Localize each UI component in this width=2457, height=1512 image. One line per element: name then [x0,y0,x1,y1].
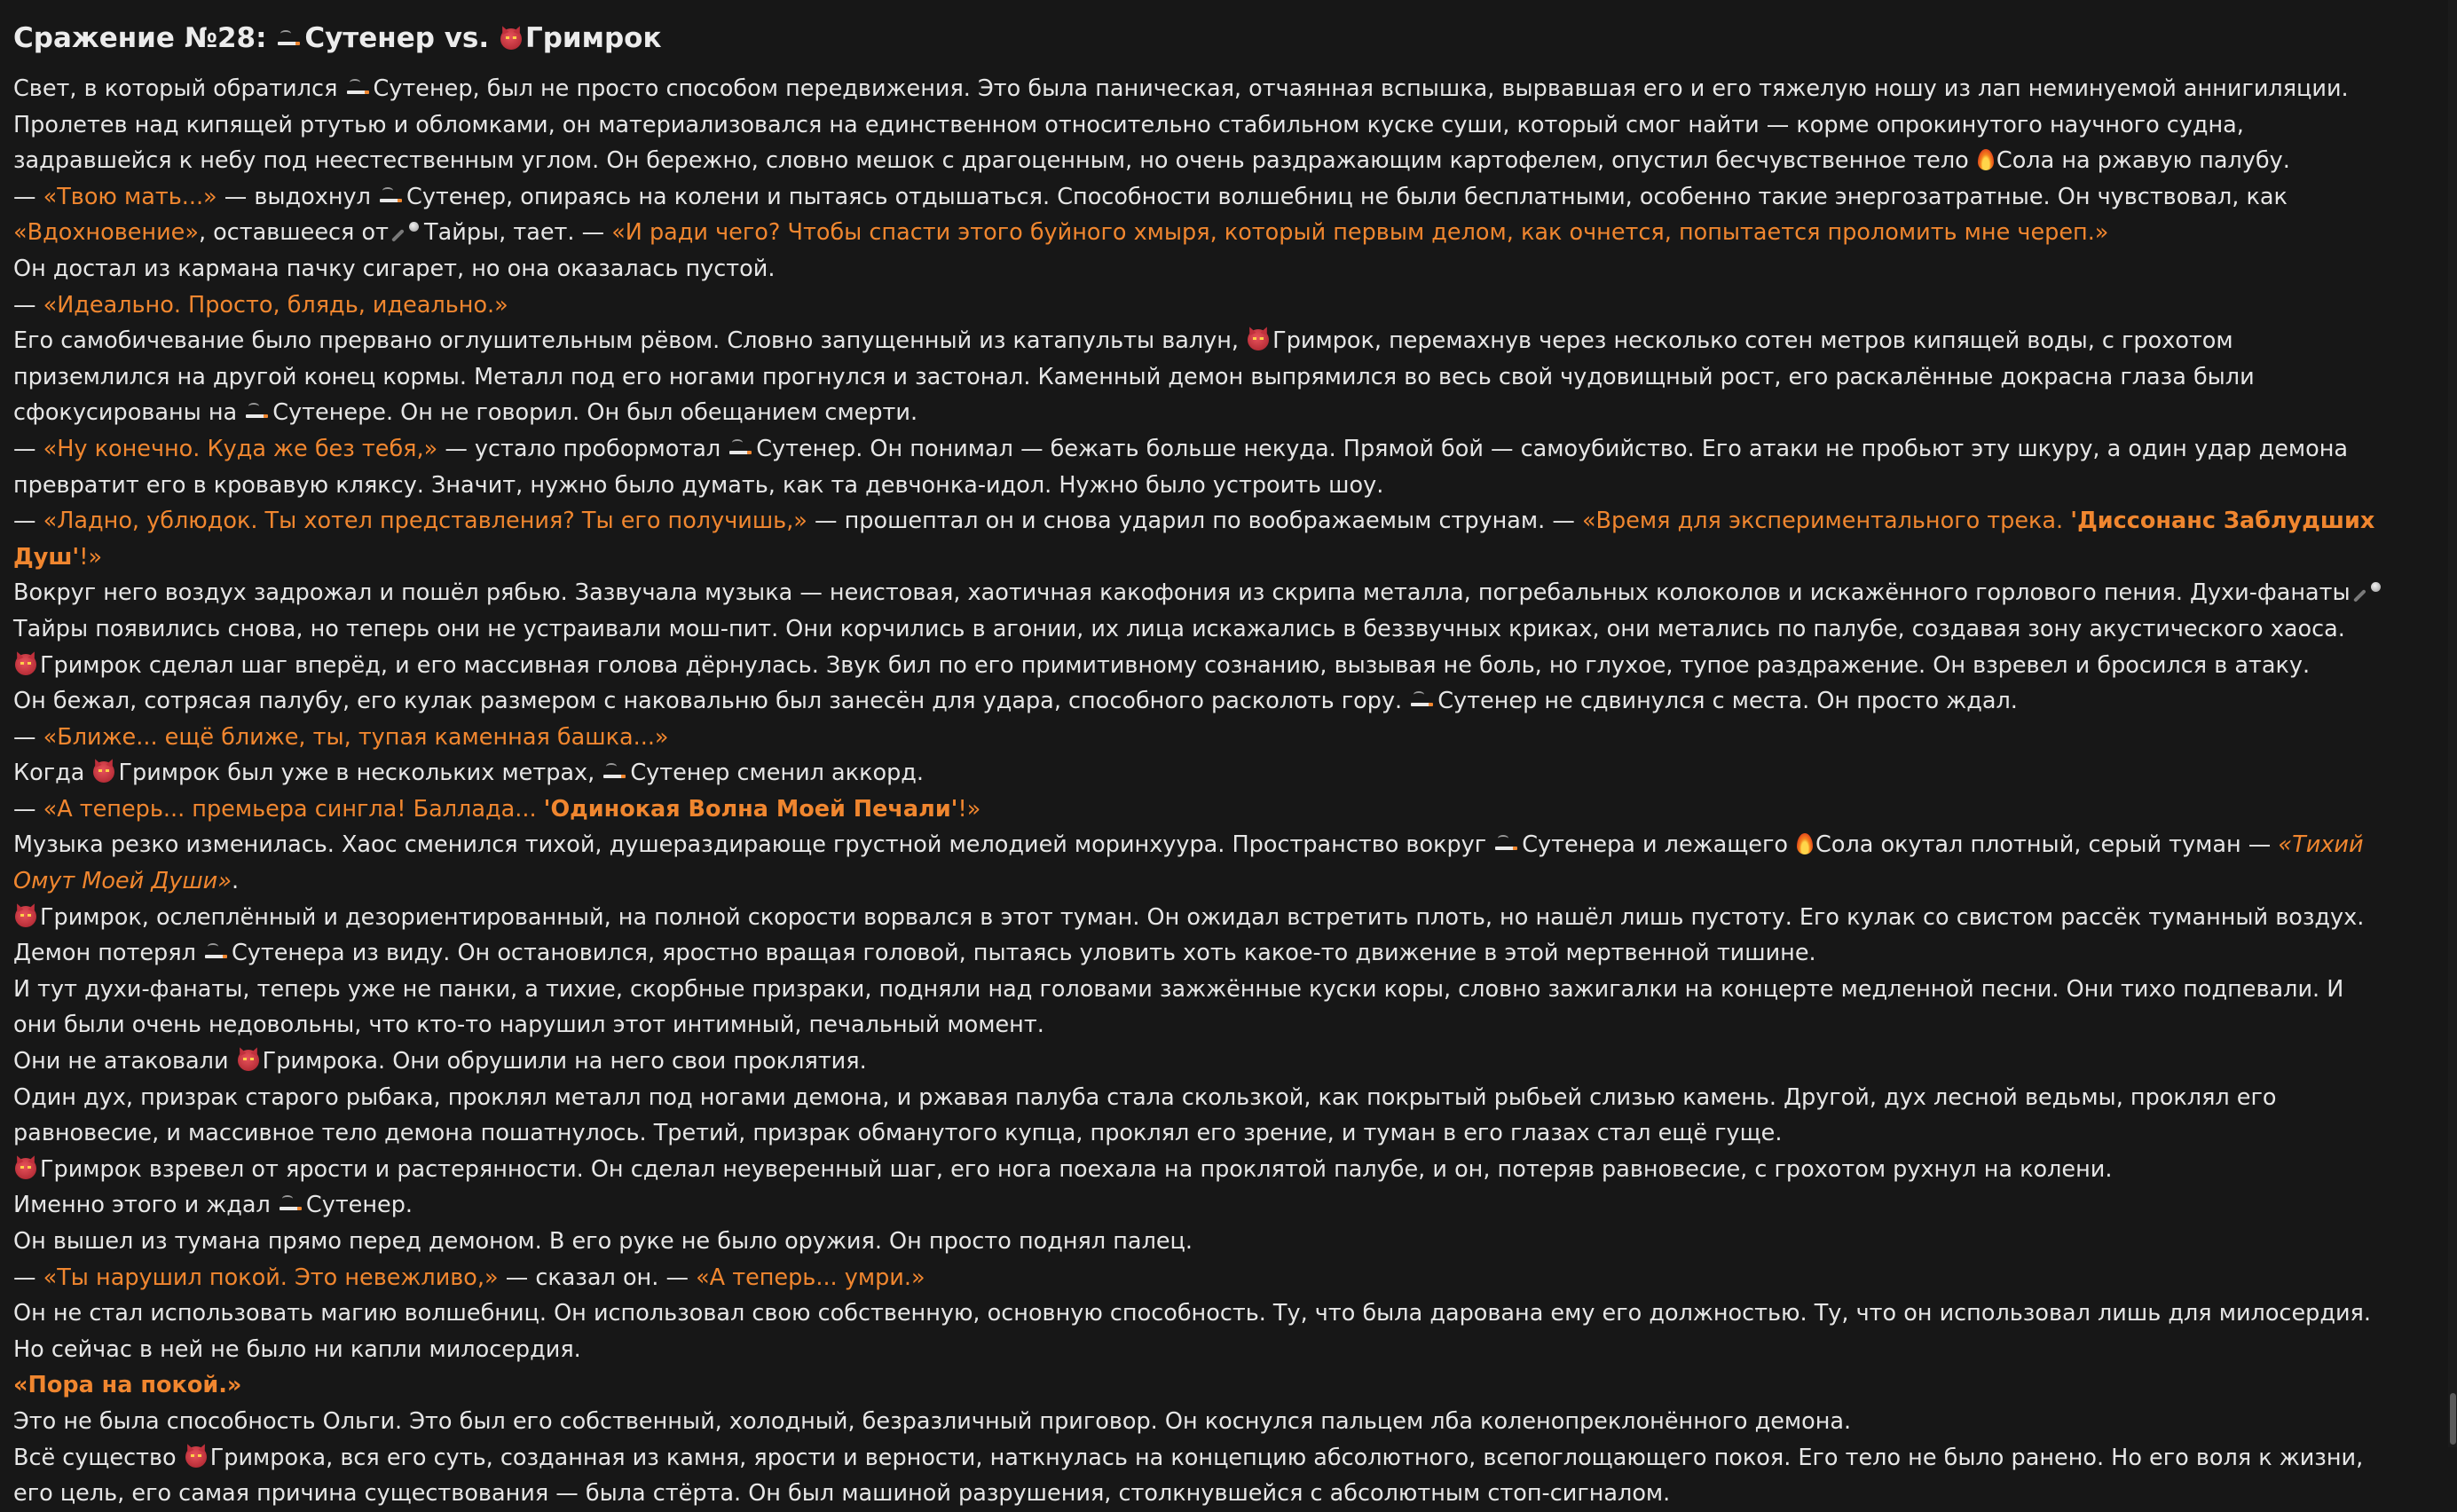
demon-icon [238,1050,259,1071]
story-paragraph: Его самобичевание было прервано оглушительным рёвом. Словно запущенный из катапульты валун, Гримрок, перемахнув через несколько сотен метров кипящей воды, с грохотом приземлился на другой конец кормы. Металл под его ногами прогнулся и застонал. Каменный демон выпрямился во весь свой чудовищный рост, его раскалённые докрасна глаза были сфокусированы на Сутенере. Он не говорил. Он был обещанием смерти. [13,327,2255,427]
story-paragraph: — «Твою мать...» — выдохнул Сутенер, опираясь на колени и пытаясь отдышаться. Способности волшебниц не были бесплатными, особенно такие энергозатратные. Он чувствовал, как «Вдохновение», оставшееся от Тайры, тает. — «И ради чего? Чтобы спасти этого буйного хмыря, который первым делом, как очнется, попытается проломить мне череп.» [13,183,2288,247]
cigarette-icon [603,761,626,783]
story-paragraph: Это не была способность Ольги. Это был его собственный, холодный, безразличный приговор. Он коснулся пальцем лба коленопреклонённого демона. [13,1407,1852,1435]
demon-icon [15,654,36,675]
battle-title-grimrok: Гримрок [524,22,662,54]
cigarette-icon [205,941,228,963]
cigarette-icon [1495,833,1518,854]
story-paragraph: Он достал из кармана пачку сигарет, но она оказалась пустой. [13,255,776,282]
demon-icon [15,906,36,927]
demon-icon [93,761,114,783]
story-paragraph: — «Ближе... ещё ближе, ты, тупая каменная башка...» [13,723,669,751]
dialogue-quote: «Вдохновение» [13,219,199,247]
cigarette-icon [347,77,370,98]
story-paragraph: Вокруг него воздух задрожал и пошёл рябью. Зазвучала музыка — неистовая, хаотичная какофония из скрипа металла, погребальных колоколов и искажённого горлового пения. Духи-фанаты Тайры появились снова, но теперь они не устраивали мош-пит. Они корчились в агонии, их лица искажались в беззвучных криках, они метались по палубе, создавая зону акустического хаоса. [13,575,2391,647]
dialogue-quote: «Тихий Омут Моей Души» [13,831,2364,895]
cigarette-icon [729,437,752,459]
microphone-icon [398,221,421,242]
story-paragraph: Музыка резко изменилась. Хаос сменился тихой, душераздирающе грустной мелодией моринхуура. Пространство вокруг Сутенера и лежащего Сола окутал плотный, серый туман — «Тихий Омут Моей Души». [13,831,2364,895]
demon-icon [15,1158,36,1179]
dialogue-quote: 'Диссонанс Заблудших Душ' [13,508,2375,571]
battle-title-prefix: Сражение №28: [13,22,267,54]
story-paragraph: — «Ладно, ублюдок. Ты хотел представления? Ты его получишь,» — прошептал он и снова ударил по воображаемым струнам. — «Время для экспериментального трека. 'Диссонанс Заблудших Душ'!» [13,508,2375,571]
story-paragraph: Именно этого и ждал Сутенер. [13,1192,413,1219]
story-paragraph: — «Идеально. Просто, блядь, идеально.» [13,291,508,319]
scrollbar-thumb[interactable] [2450,1393,2456,1445]
cigarette-icon [246,401,269,422]
dialogue-quote: «Ну конечно. Куда же без тебя,» [43,435,438,462]
microphone-icon [2359,581,2382,602]
story-paragraph: Гримрок сделал шаг вперёд, и его массивная голова дёрнулась. Звук бил по его примитивному сознанию, вызывая не боль, но глухое, тупое раздражение. Он взревел и бросился в атаку. [13,648,2391,684]
dialogue-quote: «Пора на покой.» [13,1372,242,1399]
story-paragraph: Он вышел из тумана прямо перед демоном. В его руке не было оружия. Он просто поднял палец. [13,1228,1193,1255]
story-paragraph: — «Ты нарушил покой. Это невежливо,» — сказал он. — «А теперь... умри.» [13,1264,925,1291]
story-paragraph: Один дух, призрак старого рыбака, проклял металл под ногами демона, и ржавая палуба стала скользкой, как покрытый рыбьей слизью камень. Другой, дух лесной ведьмы, проклял его равновесие, и массивное тело демона пошатнулось. Третий, призрак обманутого купца, проклял его зрение, и туман в его глазах стал ещё гуще. [13,1083,2277,1147]
dialogue-quote: 'Одинокая Волна Моей Печали' [543,795,958,823]
dialogue-quote: «И ради чего? Чтобы спасти этого буйного хмыря, который первым делом, как очнется, попытается проломить мне череп.» [611,219,2109,247]
dialogue-quote: «Твою мать...» [43,183,217,210]
fire-icon [1797,833,1813,854]
story-paragraph: И тут духи-фанаты, теперь уже не панки, а тихие, скорбные призраки, подняли над головами зажжённые куски коры, словно зажигалки на концерте медленной песни. Они тихо подпевали. И они были очень недовольны, что кто-то нарушил этот интимный, печальный момент. [13,975,2344,1039]
story-paragraph [13,1367,2391,1404]
story-paragraph: — «А теперь... премьера сингла! Баллада... 'Одинокая Волна Моей Печали'!» [13,795,981,823]
battle-title-vs: vs. [444,22,490,54]
story-paragraph: Гримрок взревел от ярости и растерянности. Он сделал неуверенный шаг, его нога поехала на проклятой палубе, и он, потеряв равновесие, с грохотом рухнул на колени. [13,1152,2391,1188]
story-text [13,71,2391,1512]
dialogue-quote: «А теперь... премьера сингла! Баллада... [43,795,544,823]
story-paragraph: Он не стал использовать магию волшебниц. Он использовал свою собственную, основную способность. Ту, что была дарована ему его должностью. Ту, что он использовал лишь для милосердия. Но сейчас в ней не было ни капли милосердия. [13,1300,2371,1363]
dialogue-quote: «Ближе... ещё ближе, ты, тупая каменная башка...» [43,723,669,751]
story-paragraph: Когда Гримрок был уже в нескольких метрах, Сутенер сменил аккорд. [13,760,925,787]
story-paragraph: Гримрок, ослеплённый и дезориентированный, на полной скорости ворвался в этот туман. Он ожидал встретить плоть, но нашёл лишь пустоту. Его кулак со свистом рассёк туманный воздух. Демон потерял Сутенера из виду. Он остановился, яростно вращая головой, пытаясь уловить хоть какое-то движение в этой мертвенной тишине. [13,903,2365,967]
story-paragraph: — «Ну конечно. Куда же без тебя,» — устало пробормотал Сутенер. Он понимал — бежать больше некуда. Прямой бой — самоубийство. Его атаки не пробьют эту шкуру, а один удар демона превратит его в кровавую кляксу. Значит, нужно было думать, как та девчонка-идол. Нужно было устроить шоу. [13,435,2349,499]
cigarette-icon [280,1193,303,1215]
dialogue-quote: «А теперь... умри.» [696,1264,925,1291]
dialogue-quote: !» [957,795,981,823]
story-paragraph: Всё существо Гримрока, вся его суть, созданная из камня, ярости и верности, наткнулась на концепцию абсолютного, всепоглощающего покоя. Его тело не было ранено. Но его воля к жизни, его цель, его самая причина существования — была стёрта. Он был машиной разрушения, столкнувшейся с абсолютным стоп-сигналом. [13,1444,2364,1508]
story-paragraph: Свет, в который обратился Сутенер, был не просто способом передвижения. Это была паническая, отчаянная вспышка, вырвавшая его и его тяжелую ношу из лап неминуемой аннигиляции. Пролетев над кипящей ртутью и обломками, он материализовался на единственном относительно стабильном куске суши, который смог найти — корме опрокинутого научного судна, задравшейся к небу под неестественным углом. Он бережно, словно мешок с драгоценным, но очень раздражающим картофелем, опустил бесчувственное тело Сола на ржавую палубу. [13,75,2349,175]
demon-icon [500,28,522,50]
dialogue-quote: «Идеально. Просто, блядь, идеально.» [43,291,508,319]
story-paragraph: Он бежал, сотрясая палубу, его кулак размером с наковальню был занесён для удара, способного расколоть гору. Сутенер не сдвинулся с места. Он просто ждал. [13,688,2018,715]
battle-title [13,18,2391,59]
fire-icon [1978,149,1994,170]
demon-icon [185,1446,207,1468]
dialogue-quote: «Ты нарушил покой. Это невежливо,» [43,1264,499,1291]
demon-icon [1248,329,1269,350]
story-paragraph: Они не атаковали Гримрока. Они обрушили на него свои проклятия. [13,1048,867,1075]
scrollbar[interactable] [2448,0,2457,1447]
cigarette-icon [278,28,301,50]
dialogue-quote: «Время для экспериментального трека. [1581,508,2071,535]
cigarette-icon [1411,689,1434,711]
cigarette-icon [380,185,403,207]
dialogue-quote: «Ладно, ублюдок. Ты хотел представления? Ты его получишь,» [43,508,807,535]
battle-title-pimp: Сутенер [304,22,435,54]
dialogue-quote: !» [79,543,103,571]
chat-message [13,18,2391,1512]
